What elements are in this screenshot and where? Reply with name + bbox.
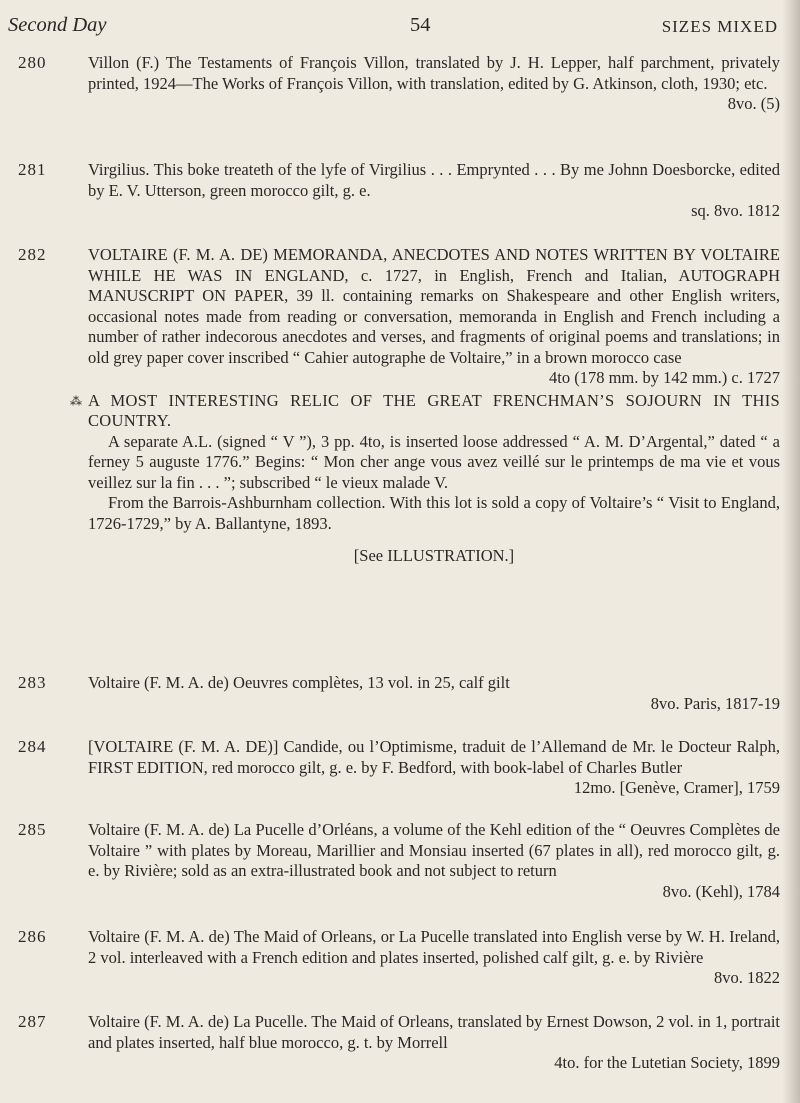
lot-description: Villon (F.) The Testaments of François Villon, translated by J. H. Lepper, half parchment, privately printed, 1924—The Works of François Villon, with translation, edited by G. Atkinson, cloth, 1930; etc. bbox=[88, 53, 780, 93]
lot-280 bbox=[18, 53, 780, 115]
lot-imprint: 8vo. 1822 bbox=[714, 968, 780, 987]
lot-number: 280 bbox=[18, 53, 47, 72]
lot-see-reference: [See ILLUSTRATION.] bbox=[353, 546, 515, 565]
lot-imprint: 8vo. (Kehl), 1784 bbox=[662, 881, 780, 901]
lot-imprint: sq. 8vo. 1812 bbox=[691, 201, 780, 220]
lot-description: VOLTAIRE (F. M. A. DE) MEMORANDA, ANECDOTES AND NOTES WRITTEN BY VOLTAIRE WHILE HE WAS IN ENGLAND, c. 1727, in English, French and Italian, AUTOGRAPH MANUSCRIPT ON PAPER, 39 ll. containing remarks on Shakespeare and other English writers, occasional notes made from reading or conversation, memoranda in English and French including a number of rather indecorous anecdotes and verses, and fragments of original poems and translations; in old grey paper cover inscribed “ Cahier autographe de Voltaire,” in a brown morocco case bbox=[88, 245, 780, 367]
lot-imprint: 8vo. Paris, 1817-19 bbox=[650, 693, 780, 713]
lot-287 bbox=[18, 1012, 780, 1074]
lot-number: 281 bbox=[18, 160, 47, 179]
lot-281 bbox=[18, 160, 780, 222]
running-head-day: Second Day bbox=[8, 14, 107, 36]
lot-imprint: 8vo. (5) bbox=[727, 94, 780, 113]
note-heading-text: A MOST INTERESTING RELIC OF THE GREAT FRENCHMAN’S SOJOURN IN THIS COUNTRY. bbox=[88, 390, 780, 430]
lot-description: Voltaire (F. M. A. de) La Pucelle d’Orléans, a volume of the Kehl edition of the “ Oeuvres Complètes de Voltaire ” with plates by Moreau, Marillier and Monsiau inserted (67 plates in all), red morocco gilt, g. e. by Rivière; sold as an extra-illustrated book and not subject to return bbox=[88, 820, 780, 880]
lot-description: Virgilius. This boke treateth of the lyfe of Virgilius . . . Emprynted . . . By me Johnn Doesborcke, edited by E. V. Utterson, green morocco gilt, g. e. bbox=[88, 160, 780, 200]
lot-note-heading bbox=[70, 390, 780, 432]
lot-number: 283 bbox=[18, 673, 47, 692]
lot-imprint: 12mo. [Genève, Cramer], 1759 bbox=[573, 778, 780, 797]
lot-note-text: A separate A.L. (signed “ V ”), 3 pp. 4to, is inserted loose addressed “ A. M. D’Argental,” dated “ a ferney 5 auguste 1776.” Begins: “ Mon cher ange vous avez veillé sur le printemps de ma vie et vous veillez sur la fin . . . ”; subscribed “ le vieux malade V. bbox=[88, 431, 780, 492]
lot-number: 287 bbox=[18, 1012, 47, 1031]
lot-description: Voltaire (F. M. A. de) La Pucelle. The Maid of Orleans, translated by Ernest Dowson, 2 vol. in 1, portrait and plates inserted, half blue morocco, g. t. by Morrell bbox=[88, 1012, 780, 1052]
lot-provenance: From the Barrois-Ashburnham collection. With this lot is sold a copy of Voltaire’s “ Visit to England, 1726-1729,” by A. Ballantyne, 1893. bbox=[88, 493, 780, 533]
lot-imprint: 4to (178 mm. by 142 mm.) c. 1727 bbox=[549, 368, 780, 387]
lot-286 bbox=[18, 927, 780, 989]
lot-283 bbox=[18, 673, 780, 714]
lot-imprint: 4to. for the Lutetian Society, 1899 bbox=[554, 1053, 780, 1072]
page-edge-shadow bbox=[782, 0, 800, 1103]
lot-description: [VOLTAIRE (F. M. A. DE)] Candide, ou l’Optimisme, traduit de l’Allemand de Mr. le Docteur Ralph, FIRST EDITION, red morocco gilt, g. e. by F. Bedford, with book-label of Charles Butler bbox=[88, 737, 780, 777]
lot-number: 285 bbox=[18, 820, 47, 839]
lot-description: Voltaire (F. M. A. de) Oeuvres complètes, 13 vol. in 25, calf gilt bbox=[88, 673, 510, 692]
lot-282 bbox=[18, 245, 780, 567]
page-header bbox=[8, 14, 778, 44]
lot-number: 284 bbox=[18, 737, 47, 756]
lot-number: 286 bbox=[18, 927, 47, 946]
running-head-section: SIZES MIXED bbox=[661, 17, 778, 36]
page-number: 54 bbox=[410, 14, 431, 36]
lot-number: 282 bbox=[18, 245, 47, 264]
lot-description: Voltaire (F. M. A. de) The Maid of Orleans, or La Pucelle translated into English verse by W. H. Ireland, 2 vol. interleaved with a French edition and plates inserted, polished calf gilt, g. e. by Rivière bbox=[88, 927, 780, 967]
lot-285 bbox=[18, 820, 780, 902]
ornament-icon: ⁂ bbox=[70, 393, 83, 408]
lot-284 bbox=[18, 737, 780, 799]
